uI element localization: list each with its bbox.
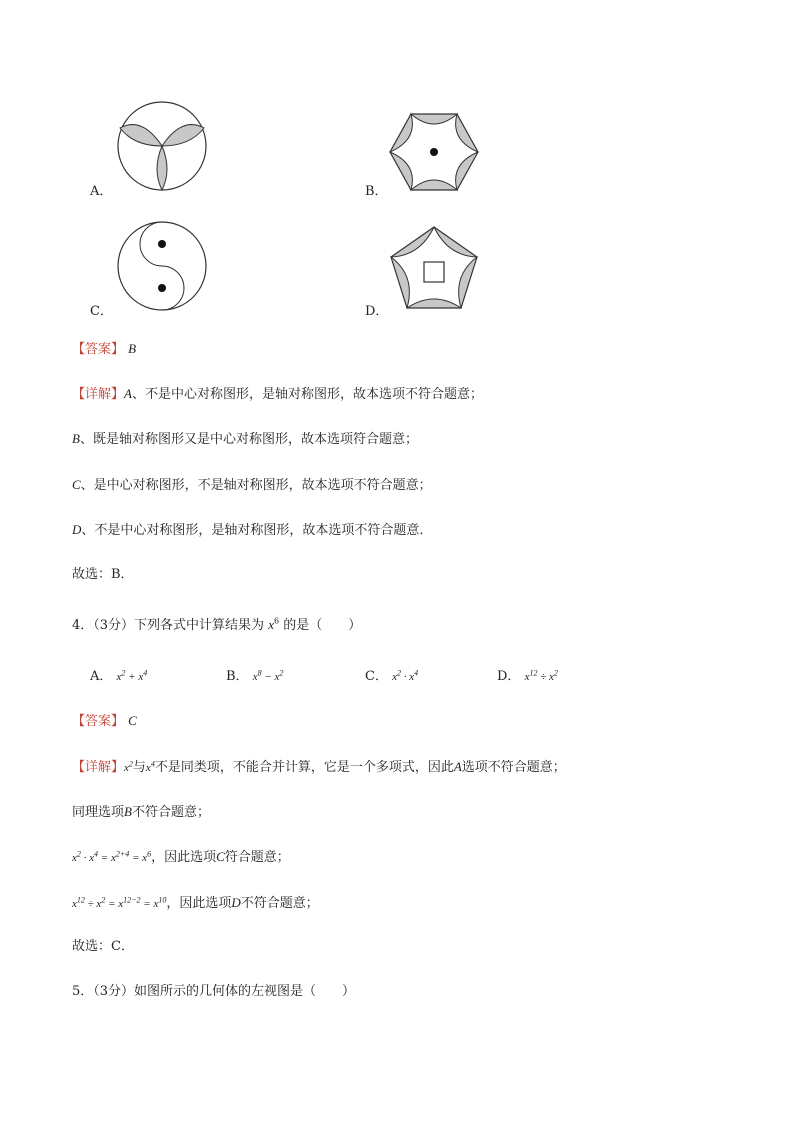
detail-letter: C: [72, 477, 81, 492]
option-a-label: A．: [90, 184, 113, 199]
answer-line-q3: [72, 340, 136, 359]
question-5-stem: 5．（3分）如图所示的几何体的左视图是（ ）: [72, 984, 356, 999]
detail-line-c: [72, 476, 432, 495]
option-a-figure: [112, 98, 212, 194]
option-b-label: B．: [365, 184, 388, 199]
answer-tag: 【答案】: [72, 342, 125, 357]
detail-text: 、是中心对称图形，不是轴对称图形，故本选项不符合题意；: [80, 478, 432, 493]
option-c-figure: [115, 220, 209, 312]
answer-tag: 【答案】: [72, 714, 125, 729]
q4-option-a[interactable]: A． $x^2 + x^4$: [90, 668, 148, 684]
stem-text: 4．（3分）下列各式中计算结果为: [72, 618, 269, 633]
option-b-figure: [388, 110, 480, 194]
detail-tag: 【详解】: [72, 387, 125, 402]
option-d-figure: [388, 224, 480, 312]
option-d-label: D．: [365, 304, 389, 319]
option-label: C．: [365, 669, 388, 684]
option-label: D．: [497, 669, 521, 684]
answer-value: B: [128, 341, 137, 356]
detail-q4-line-1: 【详解】$x^2$与$x^4$不是同类项，不能合并计算，它是一个多项式，因此A选项不符合题意；: [72, 759, 566, 775]
detail-q4-line-3: $x^2 \cdot x^4 = x^{2+4} = x^6$，因此选项C符合题意；: [72, 849, 290, 865]
answer-line-q4: [72, 712, 137, 731]
option-label: B．: [226, 669, 249, 684]
option-c-label: C．: [90, 304, 113, 319]
q4-option-b[interactable]: B． $x^8 - x^2$: [226, 668, 284, 684]
option-label: A．: [90, 669, 113, 684]
q4-option-c[interactable]: C． $x^2 \cdot x^4$: [365, 668, 419, 684]
detail-text: 、不是中心对称图形，是轴对称图形，故本选项不符合题意；: [131, 387, 483, 402]
detail-line-d: [72, 521, 432, 540]
detail-letter: D: [72, 522, 82, 537]
stem-var: x: [268, 617, 274, 632]
q4-option-d[interactable]: D． $x^{12} \div x^2$: [497, 668, 558, 684]
choice-q3: 故选：B．: [72, 567, 134, 582]
detail-text: 、既是轴对称图形又是中心对称图形，故本选项符合题意；: [79, 432, 418, 447]
stem-text: 的是（ ）: [279, 618, 362, 633]
choice-q4: 故选：C．: [72, 939, 134, 954]
detail-q4-line-2: 同理选项B不符合题意；: [72, 804, 210, 820]
detail-q4-line-4: $x^{12} \div x^2 = x^{12-2} = x^{10}$，因此选项D不符合题意；: [72, 895, 319, 911]
question-4-stem: [72, 616, 361, 635]
detail-line-a: [72, 385, 483, 404]
detail-letter: A: [124, 386, 132, 401]
detail-line-b: [72, 430, 418, 449]
stem-exp: 6: [273, 616, 280, 626]
detail-letter: B: [72, 431, 80, 446]
detail-text: 、不是中心对称图形，是轴对称图形，故本选项不符合题意．: [81, 523, 433, 538]
answer-value: C: [128, 713, 137, 728]
detail-tag: 【详解】: [72, 760, 125, 775]
